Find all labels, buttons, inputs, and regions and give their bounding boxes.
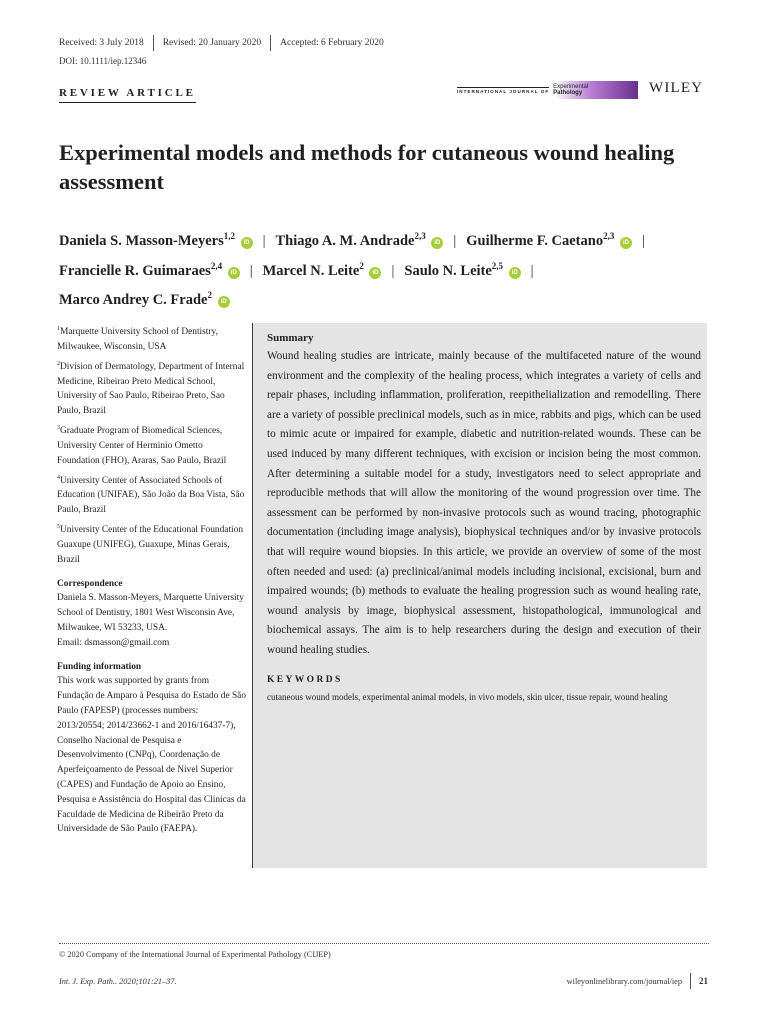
revised-date: Revised: 20 January 2020 bbox=[162, 38, 262, 48]
correspondence-heading: Correspondence bbox=[57, 578, 123, 589]
affiliation-text: Marquette University School of Dentistry, Milwaukee, Wisconsin, USA bbox=[57, 327, 218, 352]
article-dates bbox=[59, 35, 384, 51]
page-number: 21 bbox=[699, 976, 708, 986]
correspondence-text: Daniela S. Masson-Meyers, Marquette University School of Dentistry, 1801 West Wisconsin Ave, Milwaukee, WI 53233, USA. bbox=[57, 593, 244, 633]
author-affil-sup: 2,5 bbox=[491, 260, 504, 271]
author-affil-sup: 2,3 bbox=[603, 231, 615, 241]
author-list bbox=[59, 224, 729, 313]
divider bbox=[270, 35, 271, 51]
author-name: Marcel N. Leite bbox=[262, 262, 360, 279]
doi[interactable]: DOI: 10.1111/iep.12346 bbox=[59, 56, 147, 66]
author[interactable] bbox=[262, 260, 382, 279]
author[interactable] bbox=[276, 233, 444, 249]
author-name: Francielle R. Guimaraes bbox=[59, 262, 211, 279]
author-affil-sup: 2,3 bbox=[414, 231, 426, 241]
journal-citation: Int. J. Exp. Path.. 2020;101:21–37. bbox=[59, 977, 177, 986]
affiliation-number: 5 bbox=[57, 524, 60, 531]
journal-logo-line2a: Experimental bbox=[553, 84, 589, 90]
journal-logo-line1: INTERNATIONAL JOURNAL OF bbox=[457, 88, 550, 94]
divider bbox=[153, 35, 154, 51]
article-title: Experimental models and methods for cutaneous wound healing assessment bbox=[59, 140, 675, 194]
orcid-icon[interactable]: iD bbox=[218, 296, 230, 308]
orcid-icon[interactable]: iD bbox=[369, 267, 381, 279]
affiliation-text: Graduate Program of Biomedical Sciences, University Center of Herminio Ometto Foundation (FHO), Araras, Sao Paulo, Brazil bbox=[57, 426, 227, 466]
author-separator: | bbox=[453, 232, 457, 249]
summary-box bbox=[252, 323, 707, 868]
author[interactable] bbox=[404, 260, 520, 279]
journal-logo[interactable] bbox=[455, 81, 638, 99]
author[interactable] bbox=[59, 233, 253, 249]
affiliation-text: University Center of the Educational Foundation Guaxupe (UNIFEG), Guaxupe, Minas Gerais, Brazil bbox=[57, 525, 244, 565]
funding-text: This work was supported by grants from Fundação de Amparo à Pesquisa do Estado de São Paulo (FAPESP) (processes numbers: 2013/20554; 2014/23662-1 and 2016/16437-7), Conselho Nacional de Pesquisa e Desenvolvimento (CNPq), Coordenação de Aperfeiçoamento de Pessoal de Nível Superior (CAPES) and Fundação de Apoio ao Ensino, Pesquisa e Assistência do Hospital das Clínicas da Faculdade de Medicina de Ribeirão Preto da Universidade de São Paulo (FAEPA). bbox=[57, 676, 247, 835]
author-name: Thiago A. M. Andrade bbox=[275, 232, 415, 249]
journal-url[interactable]: wileyonlinelibrary.com/journal/iep bbox=[566, 976, 682, 986]
orcid-icon[interactable]: iD bbox=[431, 237, 443, 249]
affiliation-number: 1 bbox=[57, 326, 60, 332]
affiliation bbox=[57, 357, 247, 419]
received-date: Received: 3 July 2018 bbox=[59, 38, 144, 48]
affiliation-text: Division of Dermatology, Department of Internal Medicine, Ribeirao Preto Medical School, University of Sao Paulo, Ribeirao Preto, Sao Paulo, Brazil bbox=[57, 361, 245, 417]
copyright-notice: © 2020 Company of the International Journal of Experimental Pathology (CIJEP) bbox=[59, 950, 331, 959]
author[interactable] bbox=[59, 260, 240, 279]
affiliation-number: 3 bbox=[57, 425, 60, 432]
funding-heading: Funding information bbox=[57, 661, 142, 672]
correspondence-email[interactable]: Email: dsmasson@gmail.com bbox=[57, 637, 170, 648]
orcid-icon[interactable]: iD bbox=[228, 267, 240, 279]
author-name: Marco Andrey C. Frade bbox=[59, 292, 208, 309]
keywords-heading: KEYWORDS bbox=[267, 674, 343, 685]
author-affil-sup: 2,4 bbox=[210, 260, 223, 271]
orcid-icon[interactable]: iD bbox=[509, 267, 521, 279]
affiliation bbox=[57, 471, 247, 519]
affiliation-number: 2 bbox=[57, 360, 60, 367]
journal-logo-name bbox=[553, 84, 588, 96]
accepted-date: Accepted: 6 February 2020 bbox=[280, 38, 384, 48]
affiliation bbox=[57, 520, 247, 568]
publisher-logo[interactable]: WILEY bbox=[649, 80, 704, 96]
front-matter-sidebar bbox=[57, 322, 247, 837]
author-separator: | bbox=[641, 232, 645, 249]
orcid-icon[interactable]: iD bbox=[620, 237, 632, 249]
author-affil-sup: 1,2 bbox=[223, 231, 235, 241]
summary-heading: Summary bbox=[267, 332, 314, 344]
author-name: Saulo N. Leite bbox=[404, 262, 492, 279]
author-name: Guilherme F. Caetano bbox=[466, 232, 604, 249]
author-separator: | bbox=[249, 262, 253, 279]
affiliation-number: 4 bbox=[57, 474, 60, 481]
orcid-icon[interactable]: iD bbox=[241, 237, 253, 249]
author-name: Daniela S. Masson-Meyers bbox=[59, 232, 224, 249]
author[interactable] bbox=[59, 292, 230, 308]
divider bbox=[690, 973, 691, 989]
keywords-text: cutaneous wound models, experimental animal models, in vivo models, skin ulcer, tissue repair, wound healing bbox=[267, 691, 668, 702]
journal-logo-line2b: Pathology bbox=[553, 90, 583, 96]
affiliation bbox=[57, 421, 247, 469]
author-affil-sup: 2 bbox=[359, 260, 364, 271]
footer-divider bbox=[59, 943, 709, 944]
article-type-label: REVIEW ARTICLE bbox=[59, 87, 196, 103]
affiliation-text: University Center of Associated Schools of Education (UNIFAE), São João da Boa Vista, São Paulo, Brazil bbox=[57, 475, 245, 516]
author-separator: | bbox=[391, 262, 395, 279]
author-separator: | bbox=[262, 232, 266, 249]
footer-right bbox=[567, 973, 708, 989]
affiliation bbox=[57, 322, 247, 355]
summary-text: Wound healing studies are intricate, mainly because of the multifaceted nature of the wound environment and the complexity of the healing process, which integrates a variety of cells and repair phases, including inflammation, proliferation, reepithelialization and remodelling. There are a variety of possible preclinical models, such as in mice, rabbits and pigs, which can be used to mimic acute or impaired for example, diabetic and nutrition-related wounds. These can be used induced by many different techniques, with excision or incision being the most common. After determining a suitable model for a study, investigators need to select appropriate and reproducible methods that will allow the monitoring of the wound progression over time. The assessment can be performed by non-invasive protocols such as wound tracing, photographic documentation (including image analysis), biophysical techniques and/or by invasive protocols that will require wound biopsies. In this article, we provide an overview of some of the most often needed and used: (a) preclinical/animal models including incisional, excisional, burn and impaired wounds; (b) methods to evaluate the healing progression such as wound healing rate, wound analysis by image, biophysical assessment, histopathological, immunological and biochemical assays. The aim is to help researchers during the design and execution of their wound healing studies. bbox=[267, 350, 701, 656]
author-separator: | bbox=[530, 262, 534, 279]
author[interactable] bbox=[466, 233, 632, 249]
author-affil-sup: 2 bbox=[207, 290, 212, 301]
